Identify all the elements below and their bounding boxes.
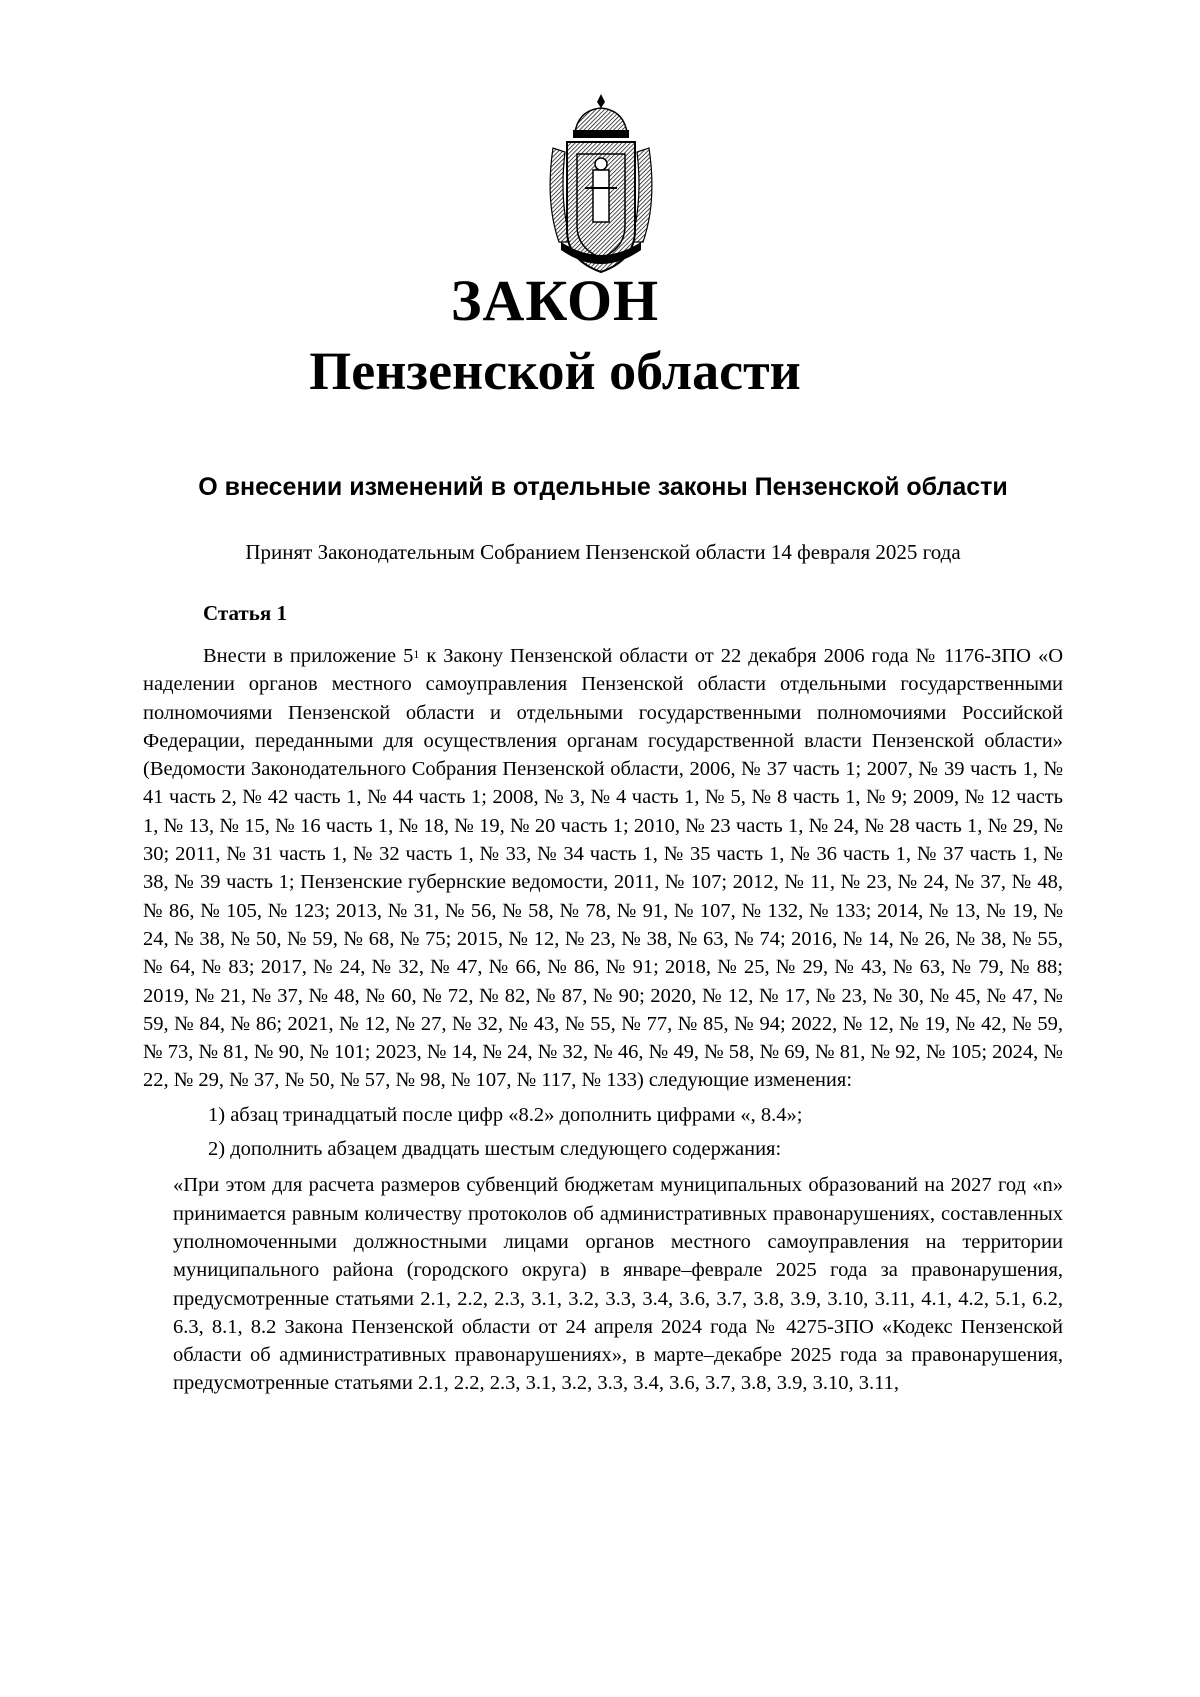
intro-text-start: Внести в приложение 5	[203, 645, 414, 667]
list-item: 1) абзац тринадцатый после цифр «8.2» дополнить цифрами «, 8.4»;	[208, 1103, 803, 1126]
penza-coat-of-arms-icon	[545, 92, 657, 280]
document-heading: О внесении изменений в отдельные законы Пензенской области	[198, 473, 1008, 501]
adoption-note: Принят Законодательным Собранием Пензенской области 14 февраля 2025 года	[245, 540, 961, 564]
intro-superscript: 1	[413, 647, 420, 661]
list-item: 2) дополнить абзацем двадцать шестым следующего содержания:	[208, 1138, 782, 1161]
article-body	[143, 642, 1063, 1398]
quoted-paragraph: «При этом для расчета размеров субвенций бюджетам муниципальных образований на 2027 год «n» принимается равным количеству протоколов об административных правонарушениях, составленных уполномоченными должностными лицами органов местного самоуправления на территории муниципального района (городского округа) в январе–феврале 2025 года за правонарушения, предусмотренные статьями 2.1, 2.2, 2.3, 3.1, 3.2, 3.3, 3.4, 3.6, 3.7, 3.8, 3.9, 3.10, 3.11, 4.1, 4.2, 5.1, 6.2, 6.3, 8.1, 8.2 Закона Пензенской области от 24 апреля 2024 года № 4275-ЗПО «Кодекс Пензенской области об административных правонарушениях», в марте–декабре 2025 года за правонарушения, предусмотренные статьями 2.1, 2.2, 2.3, 3.1, 3.2, 3.3, 3.4, 3.6, 3.7, 3.8, 3.9, 3.10, 3.11,	[173, 1174, 1063, 1395]
law-title: ЗАКОН	[450, 268, 660, 333]
article-intro	[143, 642, 1063, 1095]
region-title: Пензенской области	[309, 341, 801, 401]
article-title: Статья 1	[203, 601, 287, 625]
intro-text-rest: к Закону Пензенской области от 22 декабря 2006 года № 1176-ЗПО «О наделении органов местного самоуправления Пензенской области отдельными государственными полномочиями Пензенской области и отдельными государственными полномочиями Российской Федерации, переданными для осуществления органам государственной власти Пензенской области» (Ведомости Законодательного Собрания Пензенской области, 2006, № 37 часть 1; 2007, № 39 часть 1, № 41 часть 2, № 42 часть 1, № 44 часть 1; 2008, № 3, № 4 часть 1, № 5, № 8 часть 1, № 9; 2009, № 12 часть 1, № 13, № 15, № 16 часть 1, № 18, № 19, № 20 часть 1; 2010, № 23 часть 1, № 24, № 28 часть 1, № 29, № 30; 2011, № 31 часть 1, № 32 часть 1, № 33, № 34 часть 1, № 35 часть 1, № 36 часть 1, № 37 часть 1, № 38, № 39 часть 1; Пензенские губернские ведомости, 2011, № 107; 2012, № 11, № 23, № 24, № 37, № 48, № 86, № 105, № 123; 2013, № 31, № 56, № 58, № 78, № 91, № 107, № 132, № 133; 2014, № 13, № 19, № 24, № 38, № 50, № 59, № 68, № 75; 2015, № 12, № 23, № 38, № 63, № 74; 2016, № 14, № 26, № 38, № 55, № 64, № 83; 2017, № 24, № 32, № 47, № 66, № 86, № 91; 2018, № 25, № 29, № 43, № 63, № 79, № 88; 2019, № 21, № 37, № 48, № 60, № 72, № 82, № 87, № 90; 2020, № 12, № 17, № 23, № 30, № 45, № 47, № 59, № 84, № 86; 2021, № 12, № 27, № 32, № 43, № 55, № 77, № 85, № 94; 2022, № 12, № 19, № 42, № 59, № 73, № 81, № 90, № 101; 2023, № 14, № 24, № 32, № 46, № 49, № 58, № 69, № 81, № 92, № 105; 2024, № 22, № 29, № 37, № 50, № 57, № 98, № 107, № 117, № 133) следующие изменения:	[143, 645, 1064, 1092]
